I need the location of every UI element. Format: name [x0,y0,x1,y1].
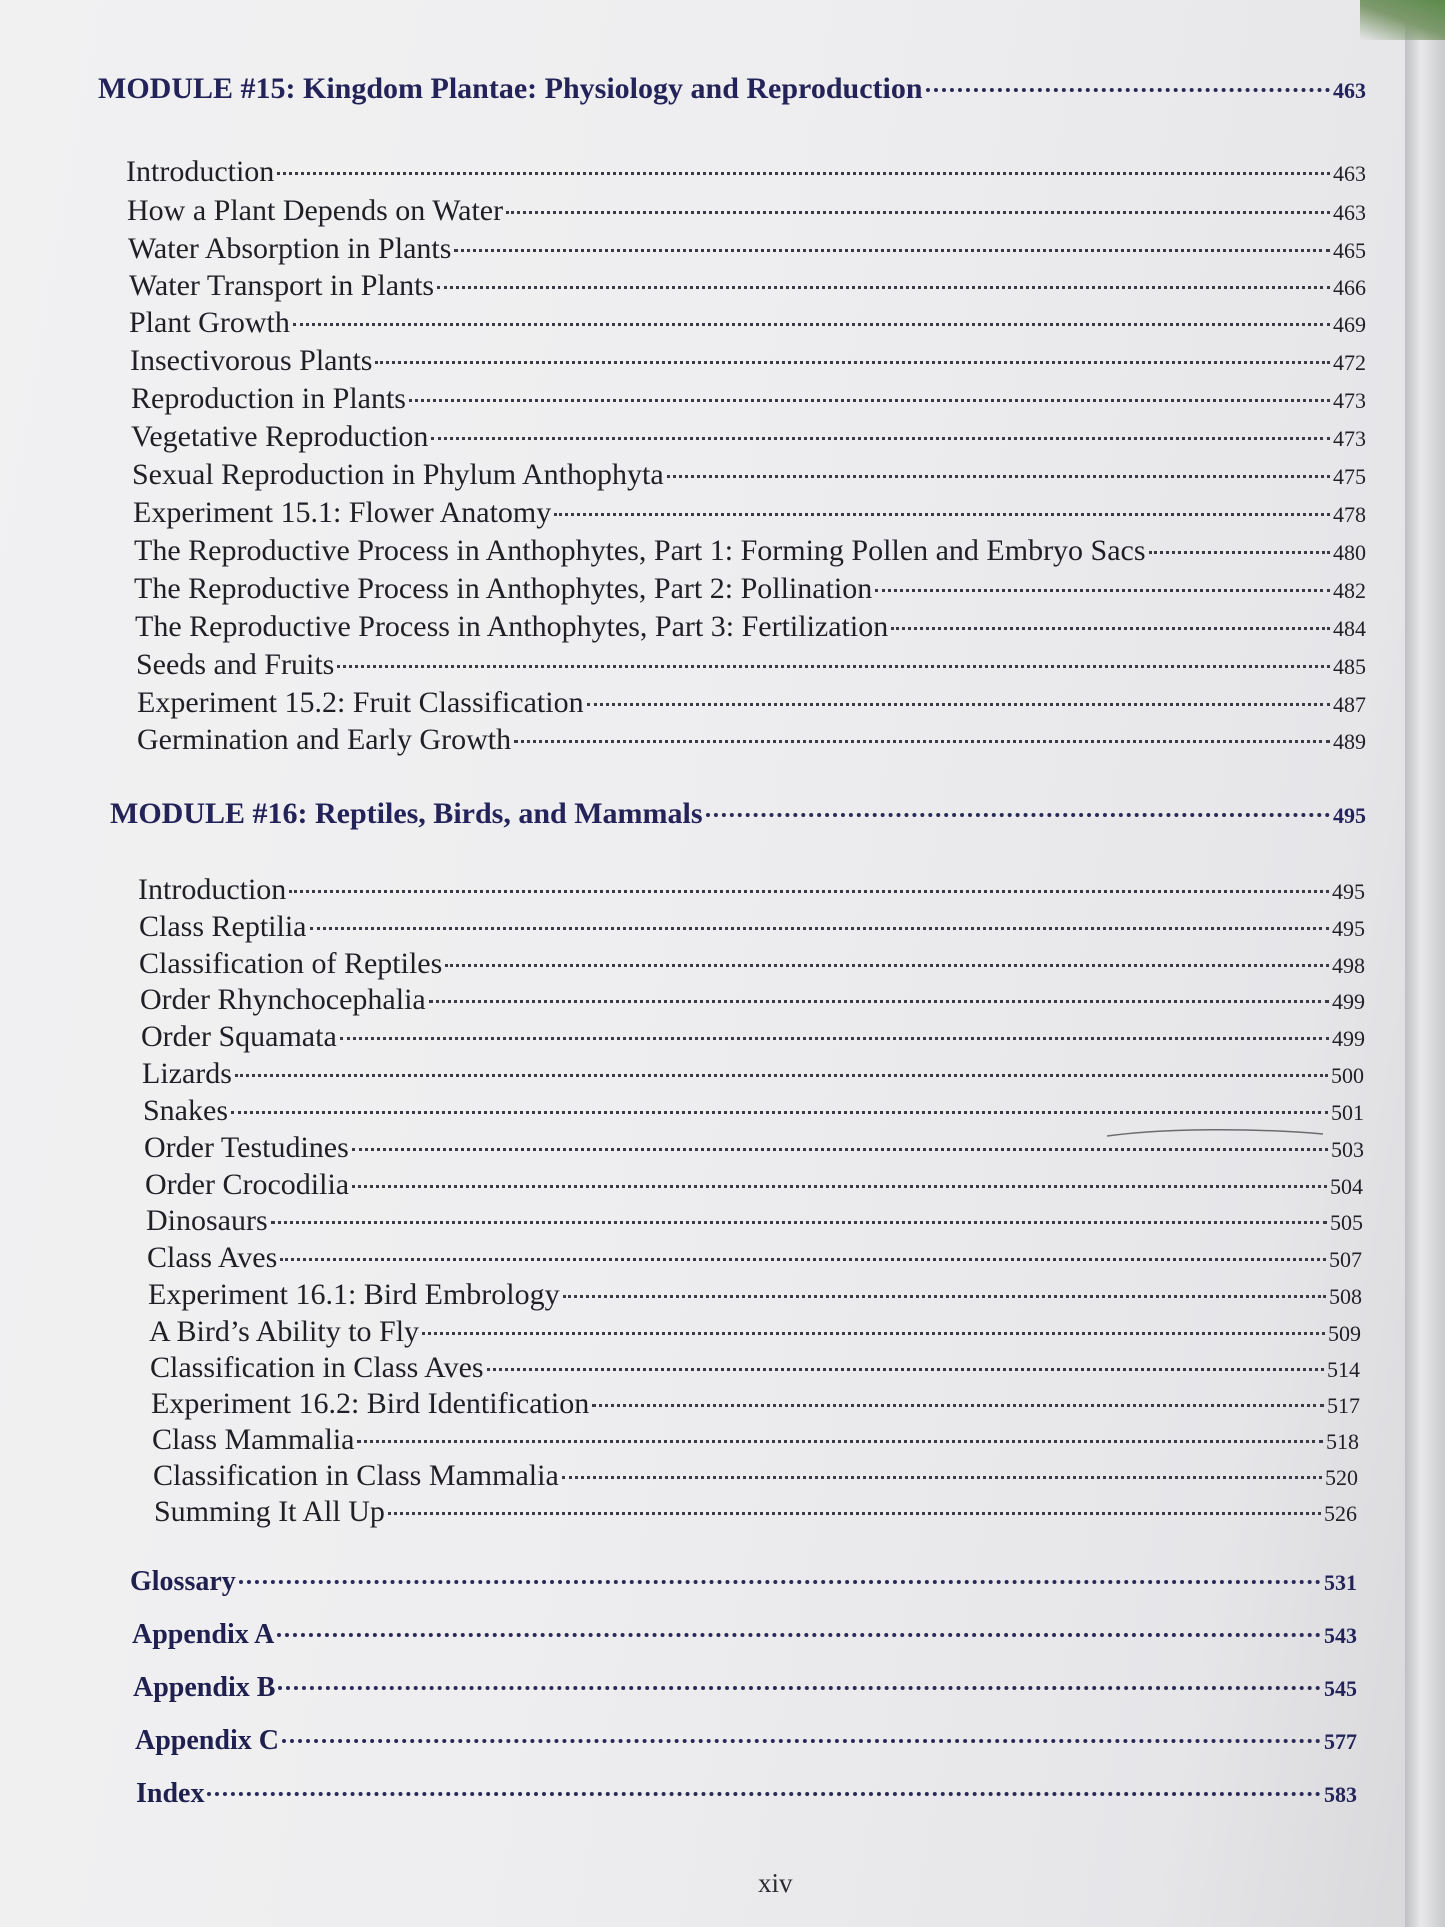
leader-dots [706,813,1331,817]
leader-dots [293,323,1330,326]
leader-dots [231,1111,1328,1114]
back-matter-label: Glossary [130,1566,236,1597]
leader-dots [562,1476,1322,1479]
toc-entry-page: 503 [1331,1137,1364,1162]
page-edge [1405,0,1445,1927]
toc-entry-label: Class Aves [147,1241,278,1274]
back-matter-label: Appendix C [135,1725,279,1756]
leader-dots [207,1792,1321,1796]
toc-entry-page: 466 [1333,275,1366,300]
toc-entry-page: 480 [1333,540,1366,565]
leader-dots [454,249,1330,252]
leader-dots [235,1074,1328,1077]
toc-entry-page: 475 [1333,464,1366,489]
toc-entry-page: 507 [1329,1247,1362,1272]
toc-entry-label: The Reproductive Process in Anthophytes, Part 1: Forming Pollen and Embryo Sacs [134,534,1146,567]
toc-entry-page: 482 [1333,578,1366,603]
toc-entry-label: Experiment 15.1: Flower Anatomy [133,496,552,529]
toc-entry [127,194,1366,228]
page-number: xiv [758,1868,793,1898]
toc-entry [138,873,1365,907]
toc-entry-page: 499 [1332,1026,1365,1051]
toc-entry-page: 495 [1332,916,1365,941]
toc-entry-page: 526 [1324,1501,1357,1526]
module-15-heading [98,72,1366,106]
leader-dots [554,513,1330,516]
leader-dots [487,1368,1324,1371]
toc-entry [134,534,1366,568]
leader-dots [431,437,1330,440]
leader-dots [289,890,1329,893]
toc-entry-page: 509 [1328,1321,1361,1346]
leader-dots [667,475,1330,478]
module-16-page: 495 [1333,803,1366,828]
toc-entry-page: 514 [1327,1357,1360,1382]
toc-entry-page: 495 [1332,879,1365,904]
toc-entry [132,458,1366,492]
toc-entry-label: A Bird’s Ability to Fly [149,1315,420,1348]
toc-entry [131,382,1366,416]
toc-entry [145,1168,1363,1202]
toc-entry-label: How a Plant Depends on Water [127,194,504,227]
toc-entry-label: Lizards [142,1057,232,1090]
toc-entry-page: 463 [1333,161,1366,186]
leader-dots [282,1739,1321,1743]
toc-entry-label: Introduction [126,155,275,188]
toc-entry [133,496,1366,530]
toc-entry-page: 501 [1331,1100,1364,1125]
toc-entry [152,1423,1359,1457]
leader-dots [352,1185,1327,1188]
toc-entry [150,1351,1360,1385]
back-matter-entry [132,1619,1357,1651]
toc-entry [140,983,1365,1017]
toc-entry-page: 518 [1326,1429,1359,1454]
leader-dots [239,1580,1321,1584]
leader-dots [388,1512,1321,1515]
toc-entry-label: Experiment 16.1: Bird Embrology [148,1278,560,1311]
toc-entry [137,686,1366,720]
toc-entry [128,232,1366,266]
leader-dots [563,1295,1326,1298]
leader-dots [429,1000,1329,1003]
toc-entry-page: 517 [1327,1393,1360,1418]
leader-dots [514,740,1330,743]
back-matter-page: 531 [1324,1570,1357,1595]
leader-dots [437,286,1330,289]
pencil-mark [1105,1128,1325,1138]
leader-dots [875,589,1330,592]
toc-entry [129,306,1366,340]
toc-entry-page: 485 [1333,654,1366,679]
toc-entry [151,1387,1360,1421]
leader-dots [1149,551,1330,554]
toc-entry [148,1278,1362,1312]
back-matter-page: 545 [1324,1676,1357,1701]
back-matter-entry [135,1725,1357,1757]
toc-entry-page: 472 [1333,350,1366,375]
leader-dots [337,665,1330,668]
toc-entry-label: Order Squamata [141,1020,337,1053]
toc-entry [135,610,1366,644]
toc-entry-page: 498 [1332,953,1365,978]
module-15-page: 463 [1333,78,1366,103]
toc-entry-label: Order Testudines [144,1131,349,1164]
toc-entry-label: Plant Growth [129,306,290,339]
toc-entry [134,572,1366,606]
back-matter-page: 583 [1324,1782,1357,1807]
leader-dots [375,361,1330,364]
toc-entry-label: Classification of Reptiles [139,947,443,980]
toc-entry [146,1204,1363,1238]
toc-entry-page: 478 [1333,502,1366,527]
toc-entry-label: Reproduction in Plants [131,382,406,415]
toc-entry-label: Water Transport in Plants [129,269,435,302]
toc-entry-label: Snakes [143,1094,228,1127]
toc-entry-label: Classification in Class Aves [150,1351,484,1384]
leader-dots [506,211,1330,214]
toc-entry-label: Order Crocodilia [145,1168,350,1201]
toc-entry [154,1495,1357,1529]
leader-dots [278,1686,1321,1690]
leader-dots [445,964,1329,967]
toc-entry-page: 487 [1333,692,1366,717]
leader-dots [592,1404,1324,1407]
toc-entry-page: 489 [1333,729,1366,754]
toc-entry-page: 520 [1325,1465,1358,1490]
toc-entry-page: 463 [1333,200,1366,225]
toc-entry-label: Introduction [138,873,287,906]
toc-entry [143,1094,1364,1128]
toc-entry [126,155,1366,189]
toc-entry-label: Seeds and Fruits [136,648,335,681]
module-16-title: MODULE #16: Reptiles, Birds, and Mammals [110,797,703,830]
module-16-heading [110,797,1366,831]
toc-entry [141,1020,1365,1054]
toc-entry [153,1459,1358,1493]
toc-entry-page: 469 [1333,312,1366,337]
back-matter-label: Appendix B [133,1672,276,1703]
module-15-title: MODULE #15: Kingdom Plantae: Physiology and Reproduction [98,72,923,105]
back-matter-entry [133,1672,1357,1704]
toc-entry-label: Classification in Class Mammalia [153,1459,559,1492]
back-matter-label: Index [136,1778,205,1809]
toc-entry-page: 504 [1330,1174,1363,1199]
toc-entry [139,910,1365,944]
toc-entry-page: 473 [1333,388,1366,413]
toc-entry-label: The Reproductive Process in Anthophytes, Part 2: Pollination [134,572,873,605]
toc-entry-label: Class Mammalia [152,1423,355,1456]
toc-entry-label: Vegetative Reproduction [131,420,429,453]
toc-entry-label: Water Absorption in Plants [128,232,452,265]
toc-entry-page: 508 [1329,1284,1362,1309]
back-matter-page: 577 [1324,1729,1357,1754]
toc-entry [129,269,1366,303]
back-matter-page: 543 [1324,1623,1357,1648]
toc-entry-page: 500 [1331,1063,1364,1088]
toc-entry-label: Experiment 15.2: Fruit Classification [137,686,584,719]
toc-entry-label: Dinosaurs [146,1204,268,1237]
toc-entry-label: Class Reptilia [139,910,307,943]
toc-entry-page: 484 [1333,616,1366,641]
toc-entry [139,947,1365,981]
toc-entry-page: 505 [1330,1210,1363,1235]
toc-entry-label: Order Rhynchocephalia [140,983,426,1016]
leader-dots [280,1258,1326,1261]
toc-entry [136,648,1366,682]
leader-dots [409,399,1330,402]
leader-dots [277,1633,1321,1637]
toc-entry [137,723,1366,757]
toc-entry-page: 473 [1333,426,1366,451]
toc-entry-label: Summing It All Up [154,1495,385,1528]
toc-entry-page: 465 [1333,238,1366,263]
toc-entry-page: 499 [1332,989,1365,1014]
leader-dots [277,172,1330,175]
toc-entry [147,1241,1362,1275]
leader-dots [271,1221,1327,1224]
back-matter-entry [136,1778,1357,1810]
toc-entry-label: The Reproductive Process in Anthophytes, Part 3: Fertilization [135,610,889,643]
leader-dots [310,927,1330,930]
back-matter-label: Appendix A [132,1619,275,1650]
leader-dots [587,703,1330,706]
leader-dots [422,1332,1325,1335]
toc-entry-label: Experiment 16.2: Bird Identification [151,1387,590,1420]
toc-entry-label: Insectivorous Plants [130,344,373,377]
leader-dots [891,627,1330,630]
toc-entry [131,420,1366,454]
toc-entry [130,344,1366,378]
toc-entry-label: Germination and Early Growth [137,723,512,756]
leader-dots [357,1440,1323,1443]
leader-dots [352,1148,1328,1151]
leader-dots [340,1037,1329,1040]
toc-entry-label: Sexual Reproduction in Phylum Anthophyta [132,458,664,491]
back-matter-entry [130,1566,1357,1598]
leader-dots [926,88,1330,92]
toc-entry [142,1057,1364,1091]
toc-entry [149,1315,1361,1349]
